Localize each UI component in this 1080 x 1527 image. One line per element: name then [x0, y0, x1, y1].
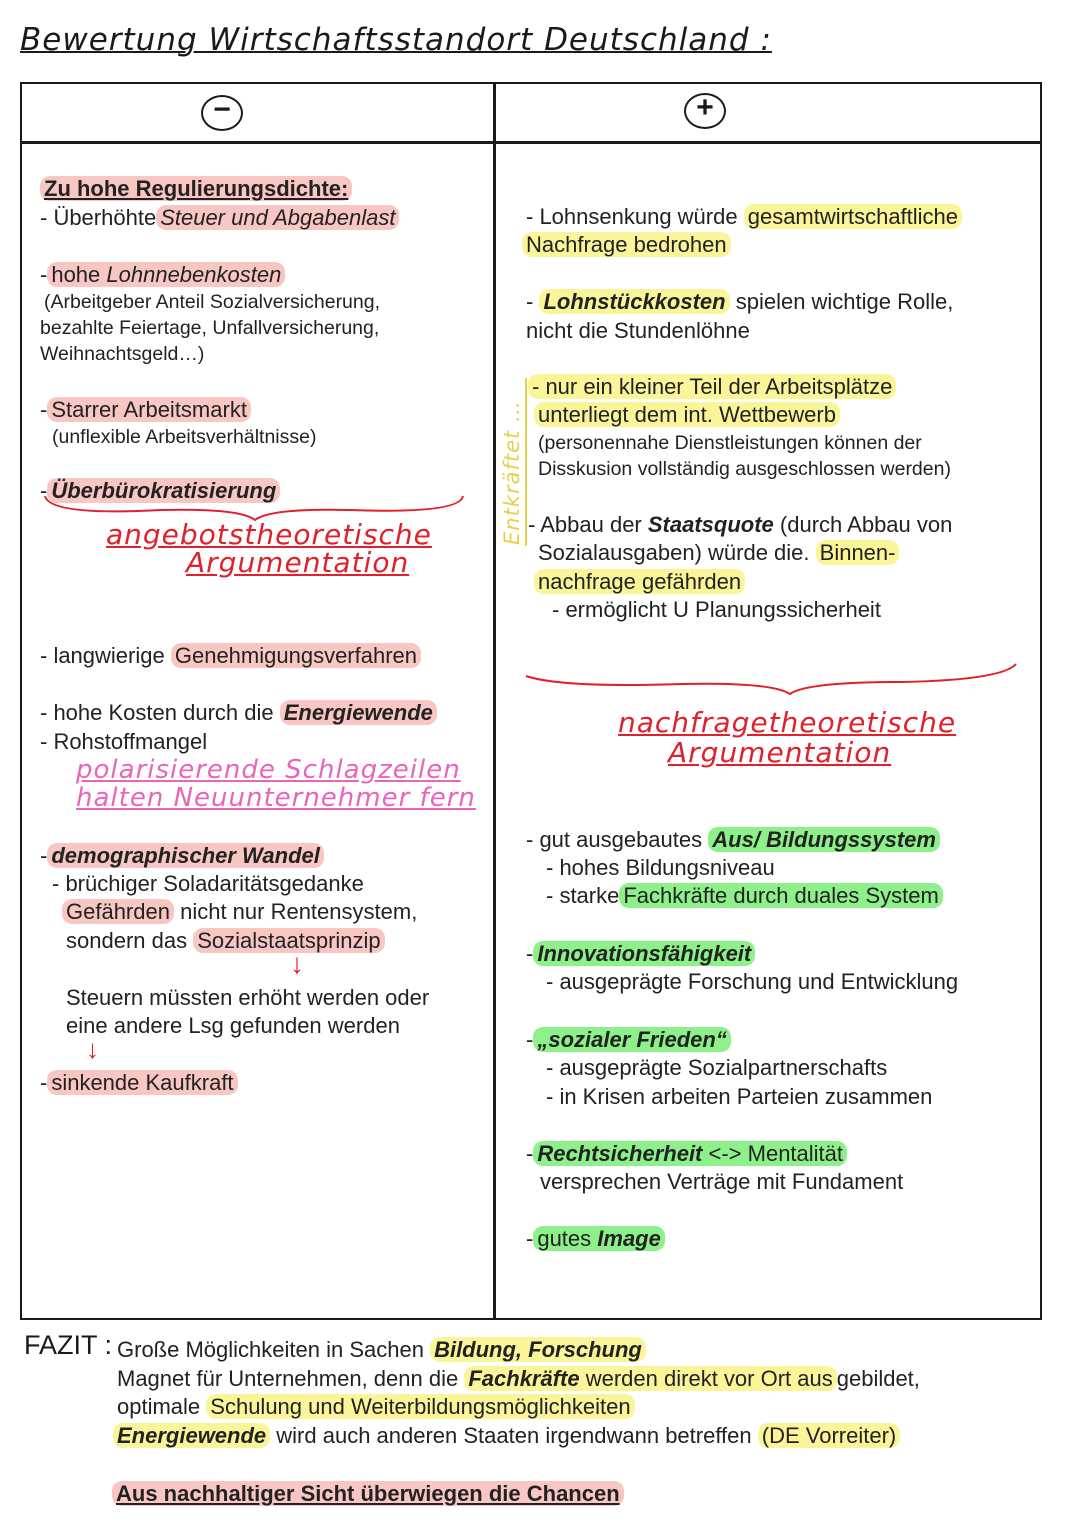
legal-security-item: - Rechtsicherheit <-> Mentalität	[526, 1140, 847, 1168]
bureaucracy-item: - Überbürokratisierung	[40, 477, 280, 505]
page-title: Bewertung Wirtschaftsstandort Deutschland :	[20, 22, 772, 58]
pink-note-line-1: polarisierende Schlagzeilen	[76, 755, 461, 785]
jobs-detail-2: Disskusion vollständig ausgeschlossen werden)	[538, 458, 951, 480]
purchasing-power-item: - sinkende Kaufkraft	[40, 1069, 238, 1097]
social-peace-item: - „sozialer Frieden“	[526, 1026, 731, 1054]
supply-note-line-1: angebotstheoretische	[106, 518, 432, 551]
conclusion-label: FAZIT :	[24, 1330, 113, 1360]
conclusion-line-1: Große Möglichkeiten in Sachen Bildung, Forschung	[117, 1336, 646, 1364]
jobs-line-2: unterliegt dem int. Wettbewerb	[534, 401, 840, 429]
side-note: Entkräftet …	[500, 400, 524, 545]
demand-note-line-1: nachfragetheoretische	[618, 706, 957, 739]
state-quota-line-3: nachfrage gefährden	[534, 568, 745, 596]
education-detail-1: - hohes Bildungsniveau	[546, 855, 775, 880]
unit-cost-line-2: nicht die Stundenlöhne	[526, 318, 750, 343]
column-divider	[493, 82, 496, 1320]
header-divider	[20, 141, 1042, 144]
approval-item: - langwierige Genehmigungsverfahren	[40, 642, 421, 670]
danger-item: Gefährden nicht nur Rentensystem,	[62, 898, 417, 926]
unit-cost-item: - Lohnstückkosten spielen wichtige Rolle,	[526, 289, 954, 314]
conclusion-line-4: Energiewende wird auch anderen Staaten irgendwann betreffen (DE Vorreiter)	[113, 1422, 900, 1450]
conclusion-line-2: Magnet für Unternehmen, denn die Fachkräfte werden direkt vor Ort aus gebildet,	[117, 1366, 920, 1391]
social-state-item: sondern das Sozialstaatsprinzip	[66, 927, 385, 955]
education-detail-2: - starke Fachkräfte durch duales System	[546, 882, 943, 910]
raw-materials-item: - Rohstoffmangel	[40, 729, 208, 754]
wage-cut-line-1: - Lohnsenkung würde gesamtwirtschaftliche	[526, 203, 962, 231]
solidarity-item: - brüchiger Soladaritätsgedanke	[52, 871, 364, 896]
social-peace-detail-1: - ausgeprägte Sozialpartnerschafts	[546, 1055, 888, 1080]
state-quota-line-2: Sozialausgaben) würde die. Binnen-	[538, 539, 899, 567]
wage-cost-detail-1: (Arbeitgeber Anteil Sozialversicherung,	[44, 291, 381, 313]
final-verdict: Aus nachhaltiger Sicht überwiegen die Chancen	[112, 1480, 624, 1508]
legal-security-detail: versprechen Verträge mit Fundament	[540, 1169, 904, 1194]
arrow-down-icon: ↓	[86, 1034, 99, 1064]
conclusion-line-3: optimale Schulung und Weiterbildungsmöglichkeiten	[117, 1393, 635, 1421]
wage-cost-item: - hohe Lohnnebenkosten	[40, 261, 285, 289]
tax-item: - Überhöhte Steuer und Abgabenlast	[40, 204, 399, 232]
innovation-detail: - ausgeprägte Forschung und Entwicklung	[546, 969, 959, 994]
planning-item: - ermöglicht U Planungssicherheit	[552, 597, 881, 622]
regulation-heading: Zu hohe Regulierungsdichte:	[40, 175, 352, 203]
tax-raise-line-1: Steuern müssten erhöht werden oder	[66, 985, 430, 1010]
social-peace-detail-2: - in Krisen arbeiten Parteien zusammen	[546, 1084, 933, 1109]
demographic-item: - demographischer Wandel	[40, 842, 324, 870]
side-bracket	[525, 378, 527, 546]
labor-market-item: - Starrer Arbeitsmarkt	[40, 396, 251, 424]
wage-cut-line-2: Nachfrage bedrohen	[522, 231, 731, 259]
demand-note-line-2: Argumentation	[668, 736, 892, 769]
image-item: - gutes Image	[526, 1225, 665, 1253]
tax-raise-line-2: eine andere Lsg gefunden werden	[66, 1013, 400, 1038]
minus-icon: −	[201, 95, 243, 131]
plus-icon: +	[684, 93, 726, 129]
demand-brace	[522, 656, 1022, 698]
energy-item: - hohe Kosten durch die Energiewende	[40, 699, 437, 727]
jobs-detail-1: (personennahe Dienstleistungen können der	[538, 432, 922, 454]
innovation-item: - Innovationsfähigkeit	[526, 940, 755, 968]
labor-market-detail: (unflexible Arbeitsverhältnisse)	[52, 426, 317, 448]
pink-note-line-2: halten Neuunternehmer fern	[76, 783, 476, 813]
jobs-line-1: - nur ein kleiner Teil der Arbeitsplätze	[528, 373, 896, 401]
supply-note-line-2: Argumentation	[186, 546, 410, 579]
arrow-down-icon: ↓	[290, 948, 304, 979]
wage-cost-detail-3: Weihnachtsgeld…)	[40, 343, 205, 365]
education-item: - gut ausgebautes Aus/ Bildungssystem	[526, 826, 940, 854]
wage-cost-detail-2: bezahlte Feiertage, Unfallversicherung,	[40, 317, 380, 339]
state-quota-line-1: - Abbau der Staatsquote (durch Abbau von	[528, 512, 953, 537]
